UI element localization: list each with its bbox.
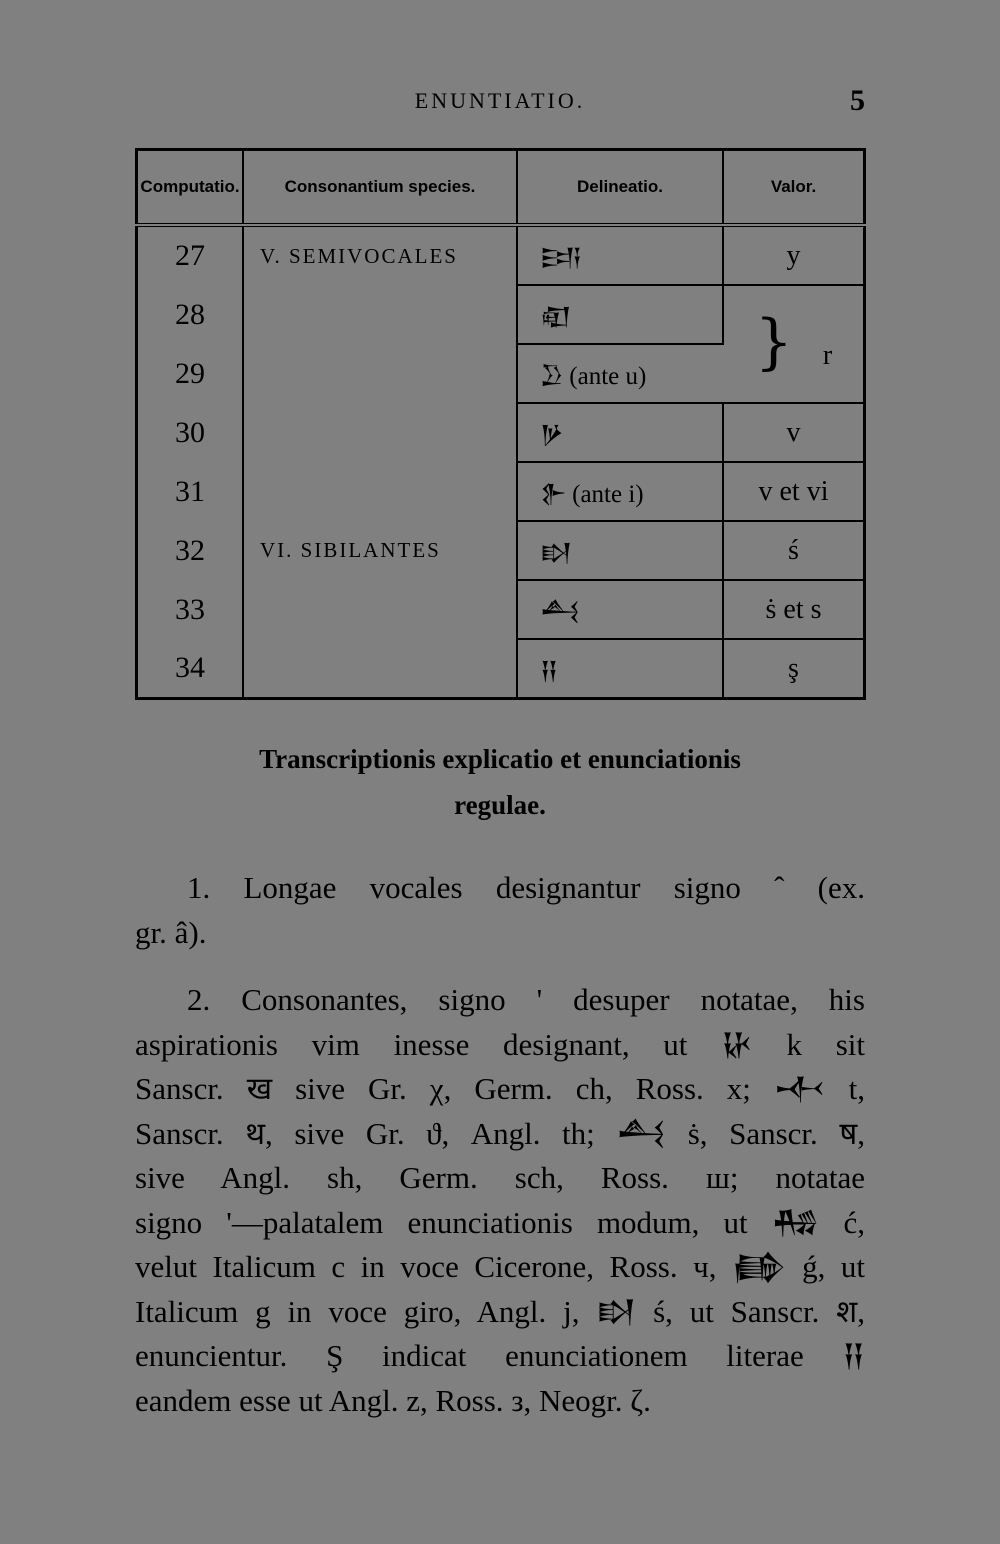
table-row bbox=[137, 462, 865, 521]
row-number: 34 bbox=[137, 639, 244, 699]
cuneiform-sign bbox=[517, 521, 723, 580]
rule-2-line: Italicum g in voce giro, Angl. j, 𒊭 ś, ut Sanscr. श, bbox=[135, 1293, 865, 1329]
sign-glyph: 𒃻 bbox=[540, 420, 564, 449]
col-header-computatio: Computatio. bbox=[137, 150, 244, 226]
cuneiform-sign bbox=[517, 462, 723, 521]
sign-value: ş bbox=[723, 639, 865, 699]
row-number: 31 bbox=[137, 462, 244, 521]
sign-glyph: 𒅀 bbox=[540, 243, 582, 272]
species-label bbox=[243, 462, 517, 521]
section-title-line1: Transcriptionis explicatio et enunciationis bbox=[259, 744, 741, 774]
sign-value: y bbox=[723, 225, 865, 285]
col-header-valor: Valor. bbox=[723, 150, 865, 226]
sign-value: v et vi bbox=[723, 462, 865, 521]
table-header-row bbox=[137, 150, 865, 226]
table-row bbox=[137, 639, 865, 699]
row-number: 33 bbox=[137, 580, 244, 639]
section-title-line2: regulae. bbox=[454, 790, 546, 820]
table-row bbox=[137, 580, 865, 639]
brace-icon: } bbox=[754, 307, 793, 377]
sign-value bbox=[723, 285, 865, 403]
rule-2 bbox=[135, 978, 865, 1423]
row-number: 30 bbox=[137, 403, 244, 462]
page-number: 5 bbox=[850, 84, 865, 117]
cuneiform-sign bbox=[517, 225, 723, 285]
sign-glyph: 𒍝 bbox=[540, 656, 558, 685]
species-label bbox=[243, 403, 517, 462]
species-label bbox=[243, 344, 517, 403]
species-label: V. SEMIVOCALES bbox=[243, 225, 517, 285]
rule-1-line: gr. â). bbox=[135, 914, 207, 950]
col-header-delineatio: Delineatio. bbox=[517, 150, 723, 226]
rule-2-line: eandem esse ut Angl. z, Ross. з, Neogr. ζ. bbox=[135, 1382, 651, 1418]
rule-2-line: sive Angl. sh, Germ. sch, Ross. ш; notatae bbox=[135, 1160, 865, 1195]
species-label bbox=[243, 639, 517, 699]
sign-glyph: 𒊏 bbox=[540, 302, 571, 331]
row-number: 29 bbox=[137, 344, 244, 403]
rule-1 bbox=[135, 866, 865, 955]
cuneiform-sign bbox=[517, 285, 723, 344]
table-row bbox=[137, 521, 865, 580]
row-number: 32 bbox=[137, 521, 244, 580]
rule-2-line: Sanscr. थ, sive Gr. ϑ, Angl. th; 𒋀 ṡ, Sanscr. ष, bbox=[135, 1115, 865, 1151]
sign-note: (ante i) bbox=[572, 481, 644, 508]
sign-value: ṡ et s bbox=[723, 580, 865, 639]
table-row bbox=[137, 225, 865, 285]
table-row bbox=[137, 403, 865, 462]
cuneiform-sign bbox=[517, 344, 723, 403]
rule-2-line: velut Italicum c in voce Cicerone, Ross. ч, 𒂵 ǵ, ut bbox=[135, 1249, 865, 1284]
sign-glyph: 𒋀 bbox=[540, 597, 580, 626]
sign-note: (ante u) bbox=[569, 363, 647, 390]
rule-2-line: aspirationis vim inesse designant, ut 𒄩 k sit bbox=[135, 1026, 865, 1062]
species-label: VI. SIBILANTES bbox=[243, 521, 517, 580]
sign-value: ś bbox=[723, 521, 865, 580]
row-number: 27 bbox=[137, 225, 244, 285]
table-row bbox=[137, 285, 865, 344]
cuneiform-sign bbox=[517, 580, 723, 639]
sign-glyph: 𒊭 bbox=[540, 538, 572, 567]
cuneiform-sign bbox=[517, 639, 723, 699]
rule-2-line: Sanscr. ख sive Gr. χ, Germ. ch, Ross. x; 𒋾 t, bbox=[135, 1071, 865, 1106]
sign-glyph: 𒊒 bbox=[540, 361, 564, 390]
sign-glyph: 𒉿 bbox=[540, 479, 566, 508]
rule-2-line: 2. Consonantes, signo ' desuper notatae, his bbox=[187, 982, 865, 1017]
cuneiform-sign bbox=[517, 403, 723, 462]
running-head: ENUNTIATIO. bbox=[414, 88, 586, 113]
rule-2-line: signo '—palatalem enunciationis modum, ut 𒄀 ć, bbox=[135, 1204, 865, 1240]
row-number: 28 bbox=[137, 285, 244, 344]
species-label bbox=[243, 285, 517, 344]
sign-table bbox=[135, 148, 866, 700]
sign-value-text: r bbox=[822, 340, 833, 371]
col-header-species: Consonantium species. bbox=[243, 150, 517, 226]
sign-value: v bbox=[723, 403, 865, 462]
species-label bbox=[243, 580, 517, 639]
rule-1-line: 1. Longae vocales designantur signo ˆ (ex. bbox=[187, 870, 865, 905]
rule-2-line: enuncientur. Ş indicat enunciationem literae 𒍝 bbox=[135, 1338, 865, 1373]
